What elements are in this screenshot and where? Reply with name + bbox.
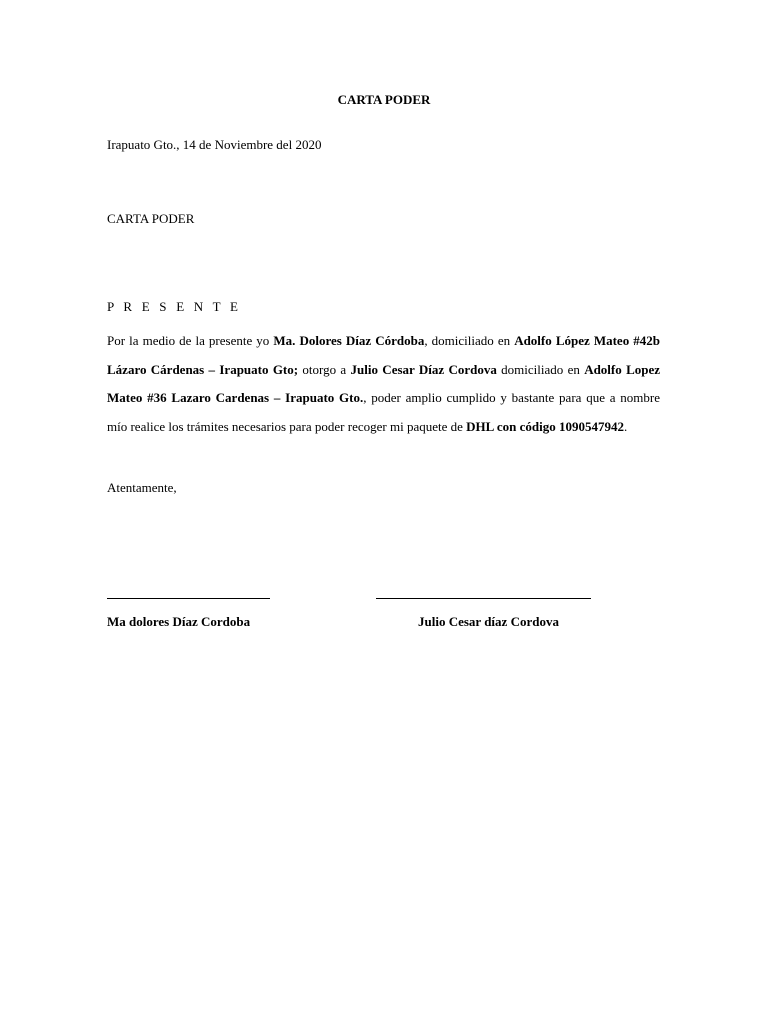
presente-heading: P R E S E N T E [107, 299, 242, 314]
grantee-name: Julio Cesar Díaz Cordova [350, 361, 497, 377]
document-subtitle: CARTA PODER [107, 211, 195, 226]
grantee-address: Adolfo Lopez Mateo #36 Lazaro Cardenas – Irapuato Gto. [107, 361, 661, 405]
date-line: Irapuato Gto., 14 de Noviembre del 2020 [107, 137, 322, 152]
body-text-3: otorgo a [298, 361, 351, 377]
body-text-2: , domiciliado en [424, 333, 515, 348]
body-text-4: domiciliado en [496, 361, 585, 377]
package-reference: DHL con código 1090547942 [466, 418, 624, 434]
grantor-address: Adolfo López Mateo #42b Lázaro Cárdenas – Irapuato Gto; [107, 333, 660, 377]
grantor-name: Ma. Dolores Díaz Córdoba [273, 333, 425, 348]
body-text-1: Por la medio de la presente yo [107, 333, 274, 348]
signature-line-grantee [376, 598, 591, 599]
body-paragraph [107, 327, 660, 441]
signature-line-grantor [107, 598, 270, 599]
body-text-6: . [623, 418, 628, 434]
signature-name-grantor: Ma dolores Díaz Cordoba [107, 614, 251, 629]
signature-name-grantee: Julio Cesar díaz Cordova [418, 614, 559, 629]
closing-line: Atentamente, [107, 480, 177, 495]
body-text-5: , poder amplio cumplido y bastante para que a nombre mío realice los trámites necesarios para poder recoger mi paquete de [107, 390, 660, 434]
document-title: CARTA PODER [337, 92, 431, 107]
